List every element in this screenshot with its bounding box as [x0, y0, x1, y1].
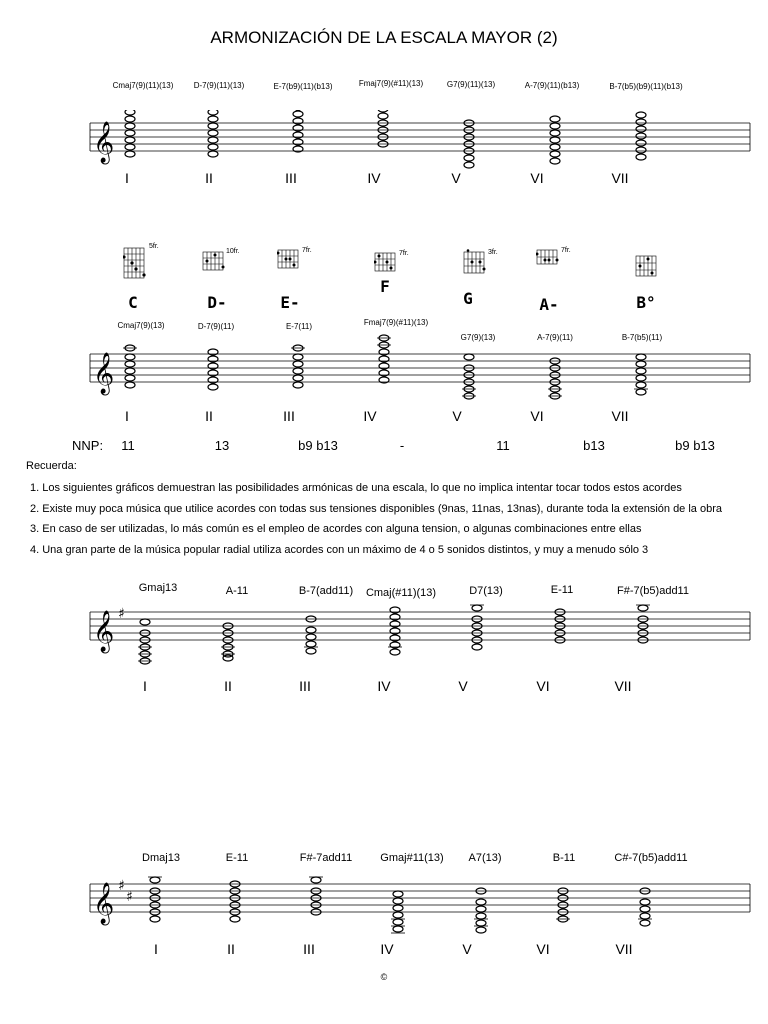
chord-label: E-7(11) [285, 322, 313, 331]
chord-notes [208, 349, 218, 390]
guitar-chord-diagram [202, 250, 226, 272]
sharp-icon: ♯ [118, 606, 125, 622]
degree-label: II [205, 408, 213, 424]
chord-name: C [128, 293, 138, 312]
chord-notes [208, 110, 218, 157]
page-title: ARMONIZACIÓN DE LA ESCALA MAYOR (2) [210, 28, 558, 47]
chord-label: D-7(9)(11)(13) [193, 81, 245, 90]
degree-label: I [154, 941, 158, 957]
nnp-value: 11 [496, 438, 510, 453]
fret-number: 7fr. [561, 247, 571, 254]
chord-name: G [463, 289, 473, 308]
degree-label: VII [611, 170, 629, 186]
chord-label: A-7(9)(11) [537, 333, 573, 342]
nnp-value: 11 [121, 438, 135, 453]
note-item: 1. Los siguientes gráficos demuestran las posibilidades armónicas de una escala, lo que no implica intentar tocar todos estos acordes [30, 482, 682, 494]
notes-heading: Recuerda: [26, 460, 77, 472]
degree-label: VII [615, 941, 633, 957]
chord-label: D-7(9)(11) [197, 322, 235, 331]
chord-name: A- [539, 295, 559, 314]
chord-label: A-11 [225, 585, 249, 597]
chord-label: C#-7(b5)add11 [614, 852, 688, 864]
chord-label: Dmaj13 [142, 852, 180, 864]
degree-label: II [205, 170, 213, 186]
chord-label: Gmaj#11(13) [380, 852, 444, 864]
chord-notes [230, 881, 240, 922]
chord-label: B-7(b5)(11) [621, 333, 663, 342]
chord-notes [379, 335, 389, 383]
chord-label: A-7(9)(11)(b13) [524, 81, 580, 90]
degree-label: VI [530, 170, 544, 186]
chord-notes [125, 345, 135, 388]
nnp-value: b9 b13 [298, 438, 338, 453]
chord-label: Cmaj7(9)(13) [117, 321, 165, 330]
degree-label: VII [614, 678, 632, 694]
chord-label: Fmaj7(9)(#11)(13) [363, 318, 429, 327]
degree-label: IV [363, 408, 377, 424]
chord-label: E-7(b9)(11)(b13) [273, 82, 333, 91]
chord-label: E-11 [225, 852, 249, 864]
treble-clef-icon: 𝄞 [93, 883, 115, 924]
chord-label: Cmaj(#11)(13) [365, 587, 437, 599]
degree-label: IV [380, 941, 394, 957]
degree-label: V [452, 408, 462, 424]
chord-notes [550, 358, 560, 399]
nnp-label: NNP: [72, 438, 104, 453]
chord-notes [638, 605, 648, 643]
degree-label: VI [536, 941, 550, 957]
degree-label: VI [530, 408, 544, 424]
degree-label: V [458, 678, 468, 694]
degree-label: II [224, 678, 232, 694]
note-item: 4. Una gran parte de la música popular radial utiliza acordes con un máximo de 4 o 5 sonidos distintos, y muy a menudo sólo 3 [30, 544, 649, 556]
sharp-icon: ♯ [118, 878, 125, 894]
degree-label: III [283, 408, 295, 424]
chord-notes [125, 110, 135, 157]
chord-label: E-11 [550, 584, 574, 596]
fret-number: 7fr. [399, 250, 409, 257]
staff-system-2 [0, 332, 768, 402]
degree-label: VII [611, 408, 629, 424]
fret-number: 7fr. [302, 247, 312, 254]
guitar-chord-diagram [123, 244, 149, 280]
nnp-value: b13 [583, 438, 605, 453]
degree-label: III [285, 170, 297, 186]
degree-label: I [125, 408, 129, 424]
chord-label: F#-7add11 [299, 852, 353, 864]
fret-number: 10fr. [226, 248, 240, 255]
chord-label: F#-7(b5)add11 [617, 585, 689, 597]
guitar-chord-diagram [463, 249, 489, 275]
degree-label: III [299, 678, 311, 694]
chord-notes [311, 877, 321, 915]
chord-label: Fmaj7(9)(#11)(13) [358, 79, 424, 88]
chord-name: E- [280, 293, 300, 312]
staff-system-3 [0, 598, 768, 668]
sharp-icon: ♯ [126, 889, 133, 905]
chord-notes [640, 888, 650, 926]
degree-label: I [143, 678, 147, 694]
treble-clef-icon: 𝄞 [93, 611, 115, 652]
chord-notes [223, 623, 233, 661]
chord-label: B-7(add11) [298, 585, 354, 597]
guitar-chord-diagram [277, 248, 301, 270]
nnp-value: b9 b13 [675, 438, 715, 453]
guitar-chord-diagram [374, 251, 398, 273]
guitar-chord-diagram [635, 252, 659, 278]
guitar-chord-diagram [536, 248, 560, 268]
chord-name: B° [636, 293, 656, 312]
chord-label: G7(9)(13) [460, 333, 496, 342]
staff-system-4 [0, 870, 768, 940]
treble-clef-icon: 𝄞 [93, 122, 115, 163]
chord-notes [550, 116, 560, 164]
chord-label: Cmaj7(9)(11)(13) [112, 81, 174, 90]
chord-label: B-7(b5)(b9)(11)(b13) [609, 82, 683, 91]
chord-notes [293, 110, 303, 152]
chord-notes [378, 110, 388, 147]
fret-number: 5fr. [149, 243, 159, 250]
note-item: 2. Existe muy poca música que utilice acordes con todas sus tensiones disponibles (9nas, 11nas, 13nas), durante toda la extensión de la obra [30, 503, 722, 515]
chord-label: G7(9)(11)(13) [446, 80, 496, 89]
chord-label: A7(13) [468, 852, 502, 864]
chord-label: B-11 [552, 852, 576, 864]
nnp-value: - [399, 438, 405, 453]
chord-name: F [380, 277, 390, 296]
degree-label: V [462, 941, 472, 957]
degree-label: IV [377, 678, 391, 694]
chord-label: Gmaj13 [138, 582, 178, 594]
nnp-value: 13 [214, 438, 230, 453]
note-item: 3. En caso de ser utilizadas, lo más común es el empleo de acordes con alguna tension, o algunas combinaciones entre ellas [30, 523, 642, 535]
chord-notes [636, 112, 646, 160]
degree-label: V [451, 170, 461, 186]
chord-notes [293, 345, 303, 388]
fret-number: 3fr. [488, 249, 498, 256]
chord-name: D- [207, 293, 227, 312]
staff-system-1 [0, 110, 768, 170]
degree-label: III [303, 941, 315, 957]
copyright-mark: © [380, 972, 388, 982]
chord-notes [390, 607, 400, 655]
degree-label: II [227, 941, 235, 957]
degree-label: I [125, 170, 129, 186]
degree-label: VI [536, 678, 550, 694]
degree-label: IV [367, 170, 381, 186]
chord-label: D7(13) [469, 585, 503, 597]
chord-notes [306, 616, 316, 654]
treble-clef-icon: 𝄞 [93, 353, 115, 394]
